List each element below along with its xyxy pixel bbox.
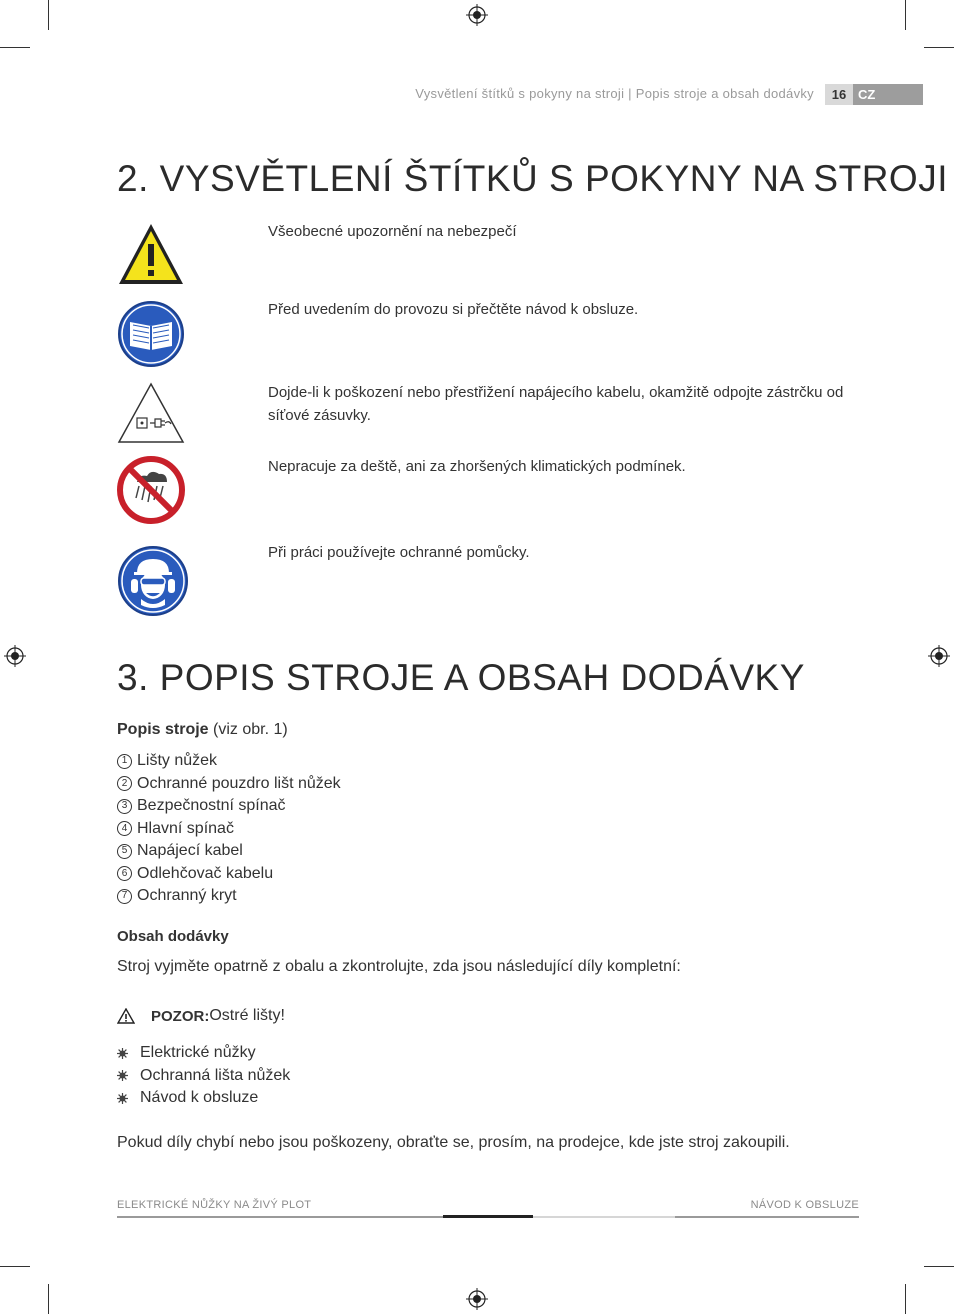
symbol-description: Při práci používejte ochranné pomůcky. bbox=[268, 544, 530, 561]
missing-parts-note: Pokud díly chybí nebo jsou poškozeny, obraťte se, prosím, na prodejce, kde jste stroj zakoupili. bbox=[117, 1134, 790, 1151]
running-header: Vysvětlení štítků s pokyny na stroji | Popis stroje a obsah dodávky bbox=[415, 86, 814, 101]
contents-list bbox=[117, 1042, 290, 1110]
list-item bbox=[117, 773, 341, 796]
part-label: Ochranný kryt bbox=[137, 887, 237, 904]
part-label: Napájecí kabel bbox=[137, 842, 243, 859]
list-item bbox=[117, 840, 341, 863]
section-title-symbols: 2. VYSVĚTLENÍ ŠTÍTKŮ S POKYNY NA STROJI bbox=[117, 158, 948, 199]
part-number: 2 bbox=[117, 776, 132, 791]
contents-intro: Stroj vyjměte opatrně z obalu a zkontrolujte, zda jsou následující díly kompletní: bbox=[117, 958, 681, 975]
part-number: 3 bbox=[117, 799, 132, 814]
part-number: 6 bbox=[117, 866, 132, 881]
crop-mark bbox=[905, 0, 906, 30]
part-number: 5 bbox=[117, 844, 132, 859]
crop-mark bbox=[905, 1284, 906, 1314]
part-number: 4 bbox=[117, 821, 132, 836]
part-label: Lišty nůžek bbox=[137, 752, 218, 769]
description-heading bbox=[117, 721, 288, 739]
protective-gear-icon bbox=[117, 545, 189, 617]
footer-rule bbox=[533, 1216, 675, 1218]
footer-rule bbox=[675, 1216, 859, 1218]
bullet-icon bbox=[117, 1093, 128, 1104]
symbol-description: Před uvedením do provozu si přečtěte návod k obsluze. bbox=[268, 301, 639, 318]
unplug-cable-icon bbox=[117, 380, 185, 448]
registration-mark-icon bbox=[466, 1288, 488, 1310]
list-item bbox=[117, 818, 341, 841]
description-figure-ref: (viz obr. 1) bbox=[208, 721, 288, 738]
crop-mark bbox=[0, 47, 30, 48]
caution-text: Ostré lišty! bbox=[209, 1007, 285, 1024]
footer-rule bbox=[117, 1216, 443, 1218]
warning-triangle-icon bbox=[117, 220, 185, 288]
bullet-icon bbox=[117, 1048, 128, 1059]
caution-line bbox=[117, 1007, 285, 1025]
part-number: 7 bbox=[117, 889, 132, 904]
registration-mark-icon bbox=[4, 645, 26, 667]
symbol-description: Nepracuje za deště, ani za zhoršených klimatických podmínek. bbox=[268, 458, 686, 475]
read-manual-icon bbox=[117, 300, 185, 368]
list-item bbox=[117, 1087, 290, 1110]
part-number: 1 bbox=[117, 754, 132, 769]
bullet-icon bbox=[117, 1070, 128, 1081]
contents-heading: Obsah dodávky bbox=[117, 928, 229, 945]
item-label: Elektrické nůžky bbox=[140, 1044, 256, 1061]
crop-mark bbox=[924, 1266, 954, 1267]
language-code: CZ bbox=[853, 84, 923, 105]
warning-icon bbox=[117, 1008, 135, 1024]
part-label: Ochranné pouzdro lišt nůžek bbox=[137, 774, 341, 792]
footer-right: NÁVOD K OBSLUZE bbox=[750, 1199, 859, 1211]
no-rain-icon bbox=[117, 456, 185, 524]
list-item bbox=[117, 863, 341, 886]
list-item bbox=[117, 1042, 290, 1065]
list-item bbox=[117, 795, 341, 818]
list-item bbox=[117, 885, 341, 908]
crop-mark bbox=[48, 1284, 49, 1314]
symbol-description: Dojde-li k poškození nebo přestřižení napájecího kabelu, okamžitě odpojte zástrčku od síťové zásuvky. bbox=[268, 384, 844, 424]
crop-mark bbox=[48, 0, 49, 30]
footer-left: ELEKTRICKÉ NŮŽKY NA ŽIVÝ PLOT bbox=[117, 1199, 312, 1211]
list-item bbox=[117, 1065, 290, 1088]
part-label: Odlehčovač kabelu bbox=[137, 864, 274, 882]
crop-mark bbox=[924, 47, 954, 48]
caution-label: POZOR: bbox=[151, 1007, 210, 1025]
symbol-description: Všeobecné upozornění na nebezpečí bbox=[268, 223, 517, 240]
description-heading-bold: Popis stroje bbox=[117, 721, 209, 738]
registration-mark-icon bbox=[928, 645, 950, 667]
page-tab bbox=[825, 84, 923, 105]
page-number: 16 bbox=[825, 84, 853, 105]
registration-mark-icon bbox=[466, 4, 488, 26]
section-title-description: 3. POPIS STROJE A OBSAH DODÁVKY bbox=[117, 657, 805, 698]
part-label: Hlavní spínač bbox=[137, 819, 234, 837]
footer-rule bbox=[443, 1215, 533, 1218]
part-label: Bezpečnostní spínač bbox=[137, 797, 286, 814]
list-item bbox=[117, 750, 341, 773]
crop-mark bbox=[0, 1266, 30, 1267]
parts-list bbox=[117, 750, 341, 908]
item-label: Ochranná lišta nůžek bbox=[140, 1066, 291, 1084]
item-label: Návod k obsluze bbox=[140, 1089, 259, 1106]
